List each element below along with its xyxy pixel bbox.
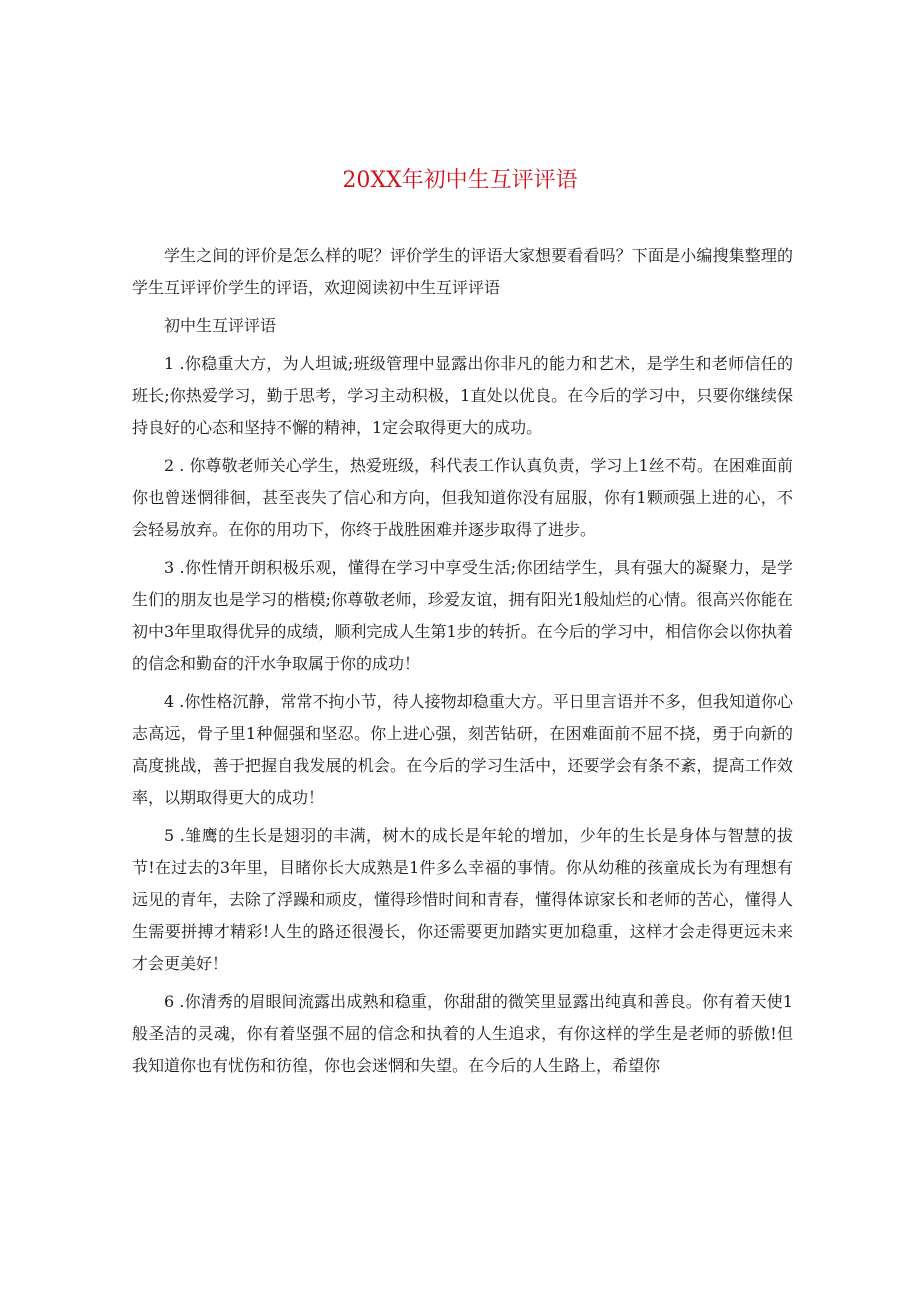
- comment-item-2: 2 . 你尊敬老师关心学生，热爱班级，科代表工作认真负责，学习上1丝不苟。在困难面前你也曾迷惘徘徊，甚至丧失了信心和方向，但我知道你没有屈服，你有1颗顽强上进的心，不会轻易放弃。在你的用功下，你终于战胜困难并逐步取得了进步。: [132, 456, 793, 539]
- document-body: [132, 240, 793, 1088]
- document-title: 20XX年初中生互评评语: [342, 168, 578, 193]
- intro-paragraph: 学生之间的评价是怎么样的呢？评价学生的评语大家想要看看吗？下面是小编搜集整理的学生互评评价学生的评语，欢迎阅读初中生互评评语: [132, 246, 793, 297]
- comment-item-3: 3 .你性情开朗积极乐观，懂得在学习中享受生活;你团结学生，具有强大的凝聚力，是学生们的朋友也是学习的楷模;你尊敬老师，珍爱友谊，拥有阳光1般灿烂的心情。很高兴你能在初中3年里取得优异的成绩，顺利完成人生第1步的转折。在今后的学习中，相信你会以你执着的信念和勤奋的汗水争取属于你的成功！: [132, 558, 793, 673]
- comment-item-1: 1 .你稳重大方，为人坦诚;班级管理中显露出你非凡的能力和艺术，是学生和老师信任的班长;你热爱学习，勤于思考，学习主动积极，1直处以优良。在今后的学习中，只要你继续保持良好的心态和坚持不懈的精神，1定会取得更大的成功。: [132, 354, 793, 437]
- comment-item-5: 5 .雏鹰的生长是翅羽的丰满，树木的成长是年轮的增加，少年的生长是身体与智慧的拔节!在过去的3年里，目睹你长大成熟是1件多么幸福的事情。你从幼稚的孩童成长为有理想有远见的青年，去除了浮躁和顽皮，懂得珍惜时间和青春，懂得体谅家长和老师的苦心，懂得人生需要拼搏才精彩!人生的路还很漫长，你还需要更加踏实更加稳重，这样才会走得更远未来才会更美好！: [132, 826, 793, 973]
- section-subheading: 初中生互评评语: [164, 316, 277, 335]
- comment-item-4: 4 .你性格沉静，常常不拘小节，待人接物却稳重大方。平日里言语并不多，但我知道你心志高远，骨子里1种倔强和坚忍。你上进心强，刻苦钻研，在困难面前不屈不挠，勇于向新的高度挑战，善于把握自我发展的机会。在今后的学习生活中，还要学会有条不紊，提高工作效率，以期取得更大的成功！: [132, 692, 793, 807]
- comment-item-6: 6 .你清秀的眉眼间流露出成熟和稳重，你甜甜的微笑里显露出纯真和善良。你有着天使1般圣洁的灵魂，你有着坚强不屈的信念和执着的人生追求，有你这样的学生是老师的骄傲!但我知道你也有忧伤和彷徨，你也会迷惘和失望。在今后的人生路上，希望你: [132, 992, 793, 1075]
